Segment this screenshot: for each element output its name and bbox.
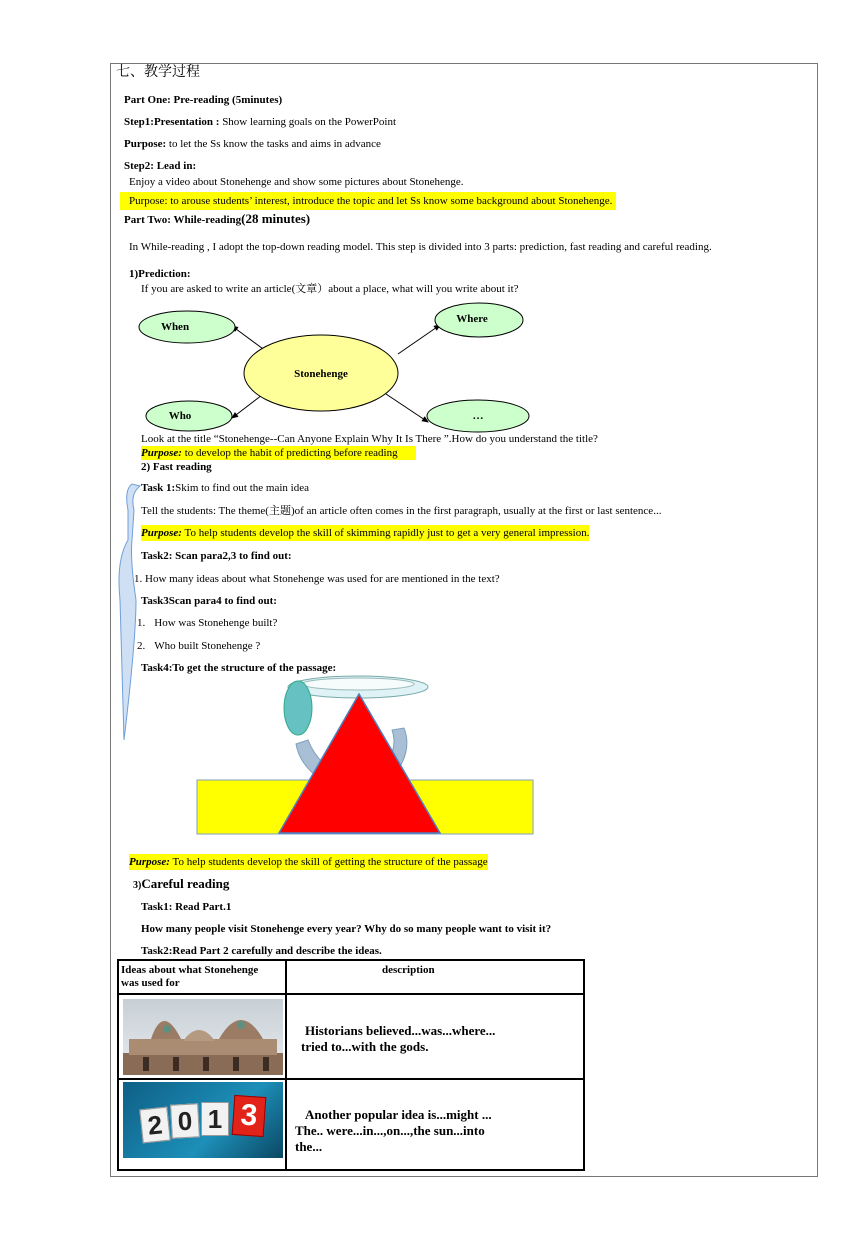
- calendar-digit-3: 1: [201, 1102, 229, 1136]
- label-more: …: [472, 410, 484, 422]
- purpose3-line: [141, 446, 416, 460]
- section-title: 七、教学过程: [116, 65, 200, 80]
- task3-q1: [137, 616, 277, 630]
- task3-heading: Task3Scan para4 to find out:: [141, 595, 277, 607]
- temple-image: [123, 999, 283, 1075]
- calendar-2013-image: [123, 1082, 283, 1158]
- task1-label: Task 1:: [141, 482, 176, 494]
- purpose1-label: Purpose:: [124, 138, 167, 150]
- label-where: Where: [456, 313, 488, 325]
- table-col1-header-line1: Ideas about what Stonehenge: [121, 964, 259, 976]
- row2-description-line2: The.. were...in...,on...,the sun...into: [295, 1123, 485, 1138]
- purpose4-text: To help students develop the skill of skimming rapidly just to get a very general impression.: [181, 527, 590, 539]
- task4-heading: Task4:To get the structure of the passage:: [141, 662, 337, 674]
- decorative-bracket: [119, 484, 140, 740]
- task2-question: 1. How many ideas about what Stonehenge was used for are mentioned in the text?: [134, 573, 500, 585]
- purpose3-text: to develop the habit of predicting before reading: [181, 447, 398, 459]
- calendar-digit-4: 3: [232, 1095, 267, 1137]
- task3-q2: [137, 639, 260, 653]
- purpose3-label: Purpose:: [141, 447, 182, 459]
- purpose4-line: [141, 525, 589, 541]
- careful-heading: [133, 876, 229, 894]
- tell-students: Tell the students: The theme(主题)of an article often comes in the first paragraph, usually at the first or last sentence...: [141, 505, 662, 517]
- step1-text: Show learning goals on the PowerPoint: [219, 116, 397, 128]
- purpose5-line: [129, 854, 488, 870]
- purpose5-label: Purpose:: [129, 856, 170, 868]
- prediction-heading: 1)Prediction:: [129, 268, 191, 280]
- task3-q1-text: How was Stonehenge built?: [154, 617, 278, 629]
- purpose4-label: Purpose:: [141, 527, 182, 539]
- careful-label: Careful reading: [141, 876, 230, 891]
- calendar-digit-2: 0: [170, 1103, 200, 1138]
- careful-task1-question: How many people visit Stonehenge every year? Why do so many people want to visit it?: [141, 923, 552, 935]
- purpose5-text: To help students develop the skill of getting the structure of the passage: [169, 856, 488, 868]
- arrow-where: [398, 325, 440, 354]
- task1-text: Skim to find out the main idea: [175, 482, 309, 494]
- task3-q2-text: Who built Stonehenge ?: [154, 640, 261, 652]
- task1-line: [141, 481, 309, 495]
- row1-description-line2: tried to...with the gods.: [301, 1039, 429, 1054]
- part-one-heading: Part One: Pre-reading (5minutes): [124, 94, 283, 106]
- fast-reading-heading: 2) Fast reading: [141, 461, 212, 473]
- row2-description-line3: the...: [295, 1139, 323, 1154]
- title-question: Look at the title “Stonehenge--Can Anyone Explain Why It Is There ”.How do you understand the title?: [141, 433, 598, 445]
- arrow-more: [386, 394, 428, 422]
- table-row-divider: [119, 1078, 583, 1080]
- part-two-time: (28 minutes): [241, 211, 311, 226]
- table-col1-header-line2: was used for: [121, 977, 180, 989]
- task2-heading: Task2: Scan para2,3 to find out:: [141, 550, 292, 562]
- careful-num: 3): [133, 880, 142, 891]
- table-col2-header: description: [382, 964, 435, 976]
- temple-illustration: [123, 999, 283, 1075]
- step2-label: Step2: Lead in:: [124, 160, 197, 172]
- label-when: When: [160, 321, 190, 333]
- careful-task1: Task1: Read Part.1: [141, 901, 232, 913]
- careful-task2: Task2:Read Part 2 carefully and describe the ideas.: [141, 945, 382, 957]
- ideas-table: [117, 959, 585, 1171]
- label-who: Who: [168, 410, 192, 422]
- purpose1-text: to let the Ss know the tasks and aims in advance: [166, 138, 381, 150]
- step2-text: Enjoy a video about Stonehenge and show some pictures about Stonehenge.: [129, 176, 464, 188]
- calendar-digit-1: 2: [139, 1107, 170, 1144]
- prediction-question: If you are asked to write an article(文章）about a place, what will you write about it?: [141, 283, 519, 295]
- part-two-label: Part Two: While-reading: [124, 214, 242, 226]
- purpose2-highlight: Purpose: to arouse students’ interest, introduce the topic and let Ss know some background about Stonehenge.: [120, 192, 616, 210]
- step1-label: Step1:Presentation :: [124, 116, 220, 128]
- structure-side-disc: [284, 681, 312, 735]
- row1-description-line1: Historians believed...was...where...: [305, 1023, 496, 1038]
- while-intro: In While-reading , I adopt the top-down reading model. This step is divided into 3 parts: prediction, fast reading and careful reading.: [129, 241, 712, 253]
- task3-q2-num: 2.: [137, 640, 146, 652]
- task3-q1-num: 1.: [137, 617, 146, 629]
- row2-description-line1: Another popular idea is...might ...: [305, 1107, 492, 1122]
- structure-top-disc-inner: [302, 678, 414, 690]
- label-stonehenge: Stonehenge: [294, 368, 348, 380]
- table-header-divider: [119, 993, 583, 995]
